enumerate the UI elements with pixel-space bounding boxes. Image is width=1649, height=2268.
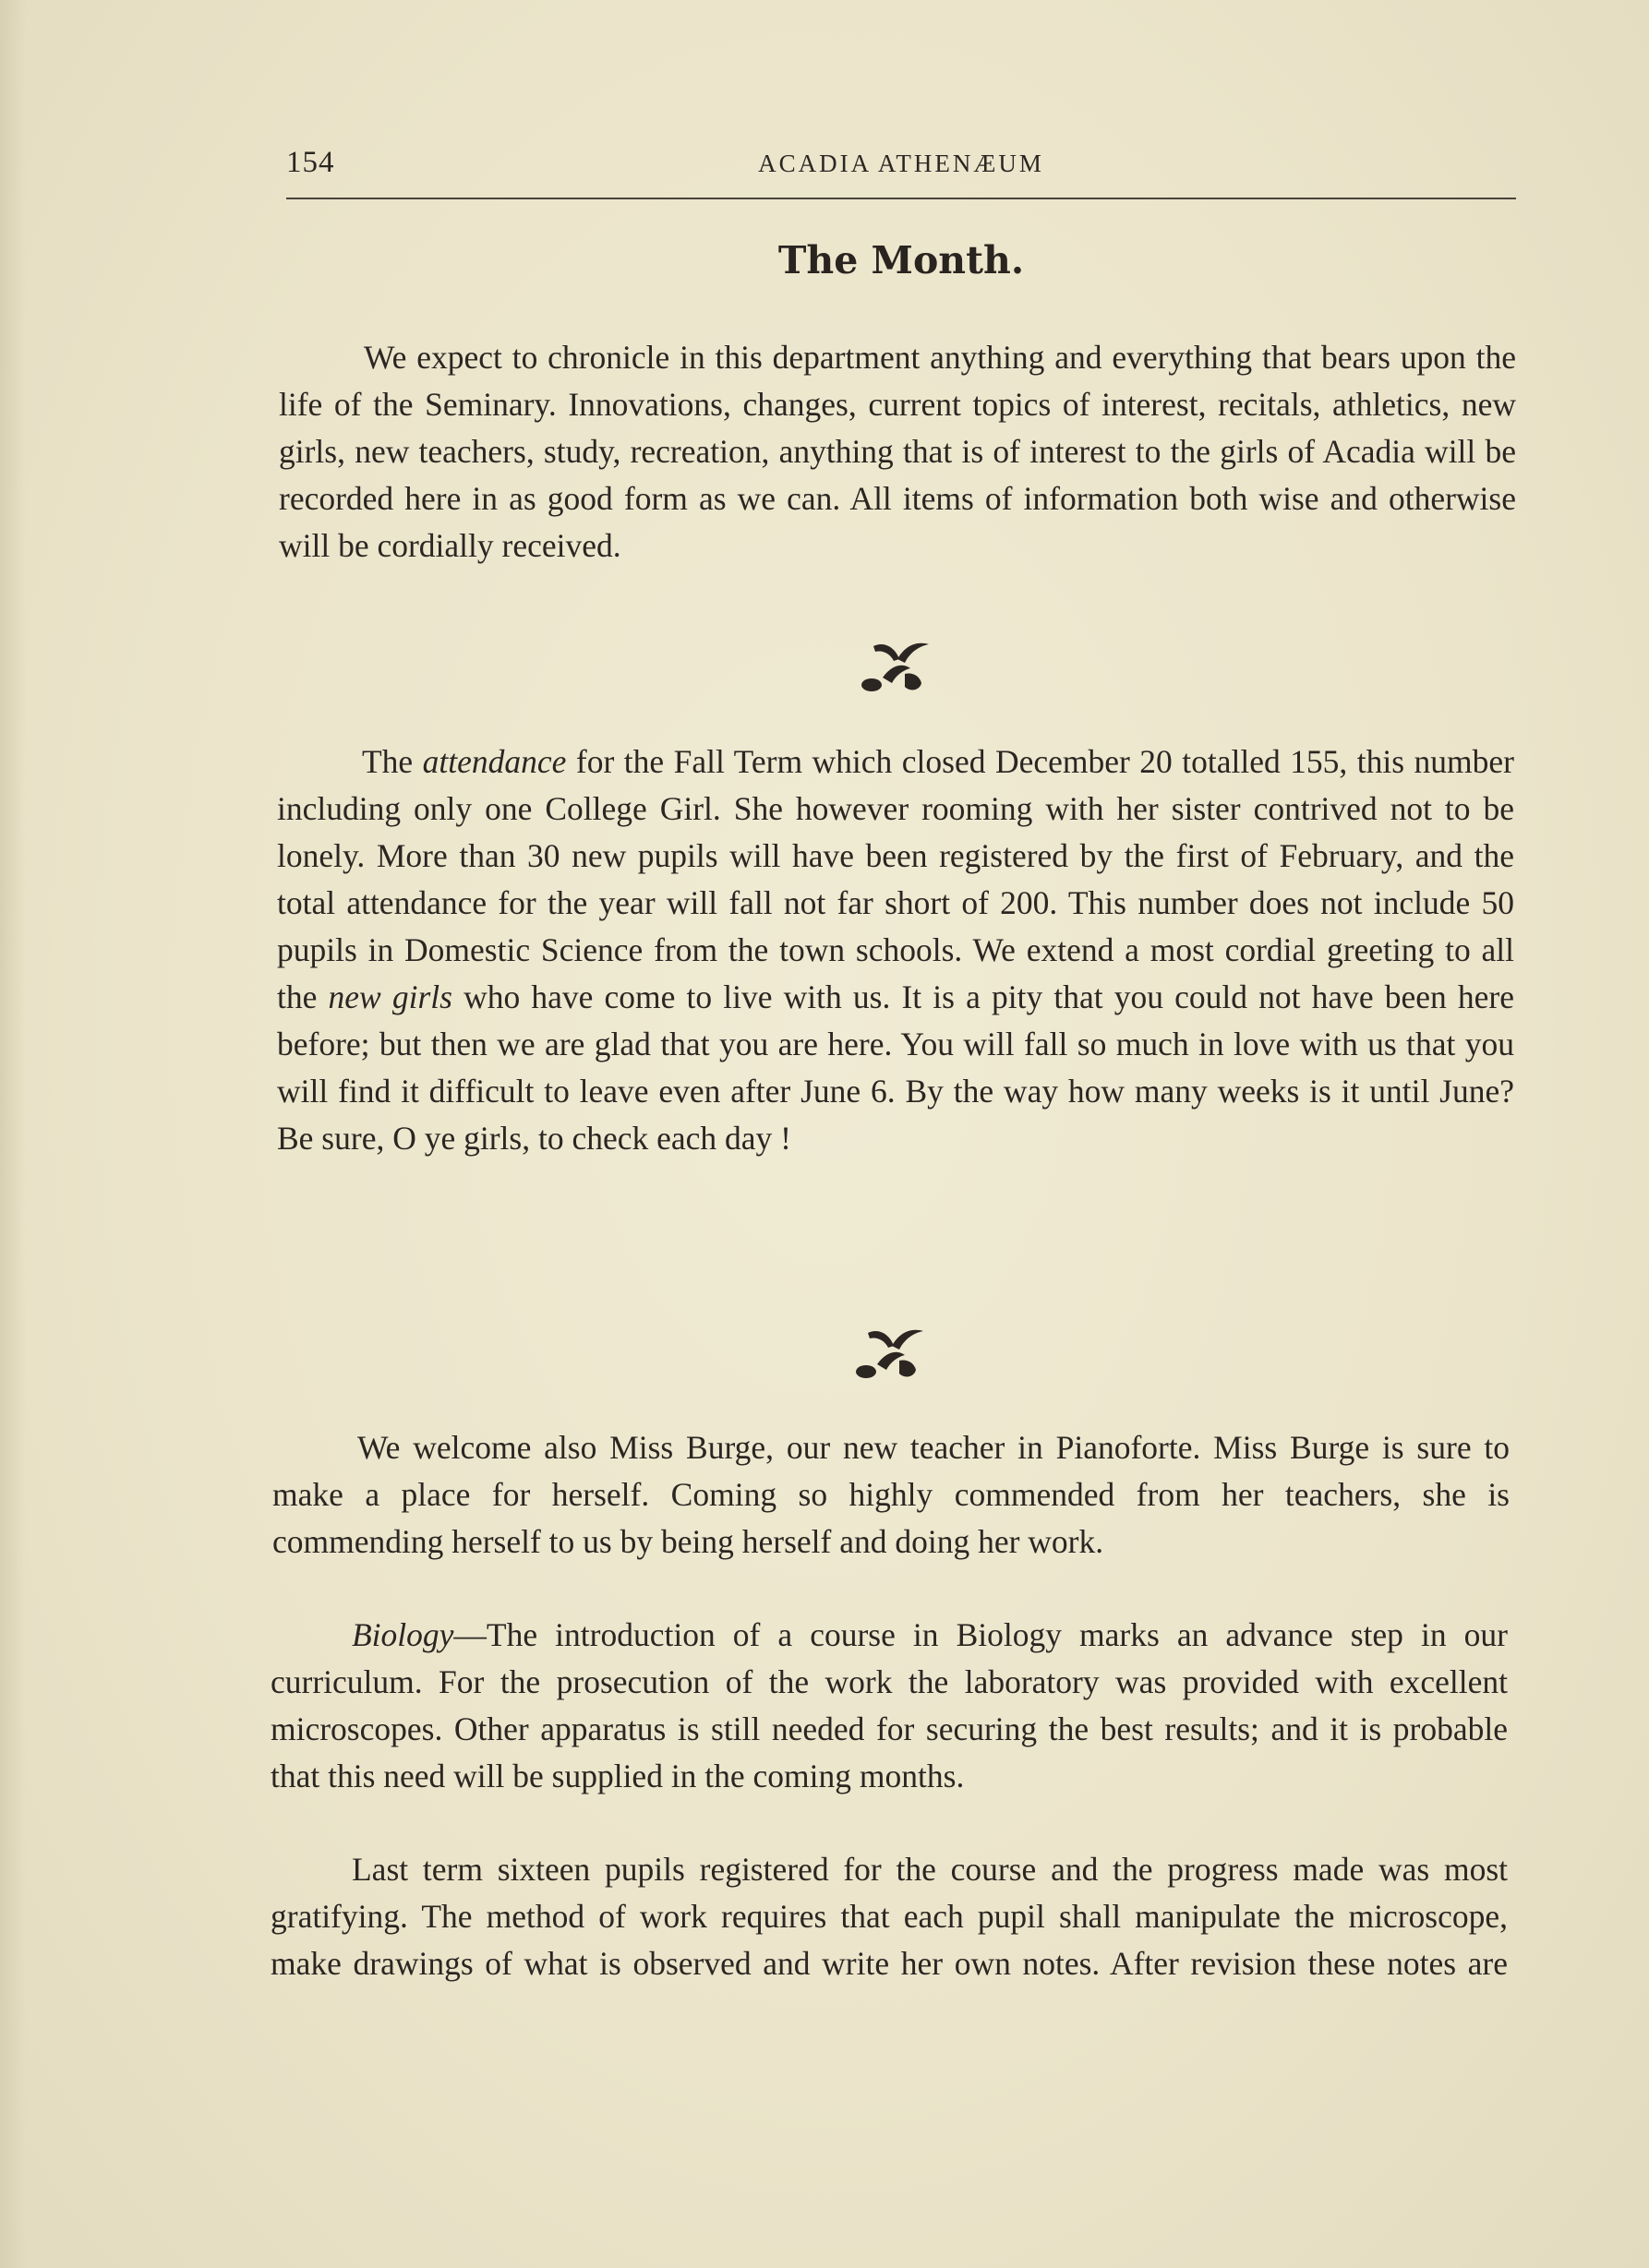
new-girls-italic: new girls [328,978,452,1015]
page-number: 154 [286,146,335,179]
section-title: The Month. [777,238,1025,282]
attendance-text-before: The [362,743,423,780]
miss-burge-text: We welcome also Miss Burge, our new teacher in Pianoforte. Miss Burge is sure to make a place for herself. Coming so highly commended from her teachers, she is commending herself to us by being herself and doing her work. [272,1429,1510,1560]
fleuron-ornament-icon [849,1324,933,1388]
header-rule [286,198,1516,199]
paragraph-last-term [271,1846,1508,1987]
attendance-italic: attendance [422,743,567,780]
paragraph-biology [271,1612,1508,1800]
biology-italic-lead: Biology [352,1616,454,1653]
last-term-text: Last term sixteen pupils registered for the course and the progress made was most gratifying. The method of work requires that each pupil shall manipulate the microscope, make drawings of what is observed and write her own notes. After revision these notes are [271,1851,1508,1982]
attendance-text-after: who have come to live with us. It is a pity that you could not have been here before; but then we are glad that you are here. You will fall so much in love with us that you will find it difficult to leave even after June 6. By the way how many weeks is it until June? Be sure, O ye girls, to check each day ! [277,978,1514,1157]
running-title: ACADIA ATHENÆUM [758,150,1044,177]
paragraph-intro [279,334,1516,570]
fleuron-ornament-icon [855,637,938,702]
page-gutter-shade [0,0,26,2268]
attendance-text-middle: for the Fall Term which closed December 20 totalled 155, this number including only one College Girl. She however rooming with her sister contrived not to be lonely. More than 30 new pupils will have been registered by the first of February, and the total attendance for the year will fall not far short of 200. This number does not include 50 pupils in Domestic Science from the town schools. We extend a most cordial greeting to all the [277,743,1514,1015]
paragraph-intro-text: We expect to chronicle in this department anything and everything that bears upon the life of the Seminary. Innovations, changes, current topics of interest, recitals, athletics, new girls, new teachers, study, recreation, anything that is of interest to the girls of Acadia will be recorded here in as good form as we can. All items of information both wise and otherwise will be cordially received. [279,339,1516,564]
paragraph-attendance [277,738,1514,1162]
paragraph-miss-burge [272,1424,1510,1566]
biology-text: —The introduction of a course in Biology marks an advance step in our curriculum. For the prosecution of the work the laboratory was provided with excellent microscopes. Other apparatus is still needed for securing the best results; and it is probable that this need will be supplied in the coming months. [271,1616,1508,1794]
running-head [286,140,1516,186]
